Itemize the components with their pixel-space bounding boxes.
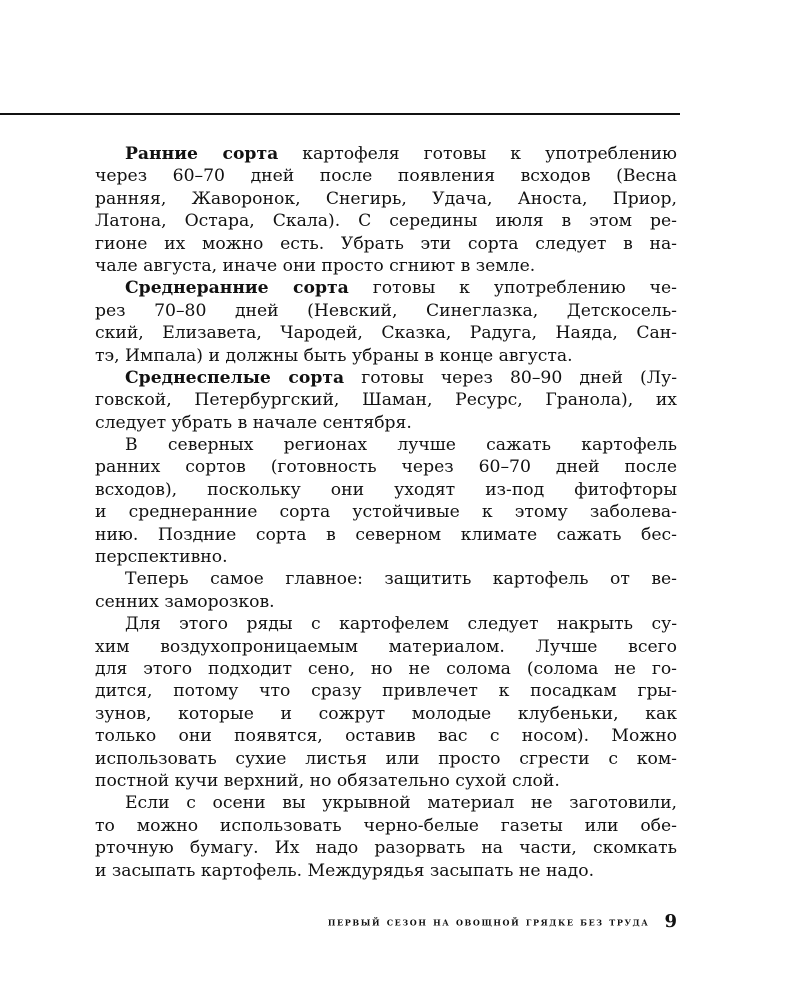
text-line — [95, 546, 677, 568]
text-line — [95, 636, 677, 658]
text-line — [95, 143, 677, 165]
line-text: готовы через 80–90 дней (Лу- — [344, 367, 677, 388]
text-line — [95, 322, 677, 344]
line-text: зунов, которые и сожрут молодые клубеньки, как — [95, 703, 677, 724]
text-line — [95, 456, 677, 478]
text-line — [95, 367, 677, 389]
bold-term: Среднеспелые сорта — [125, 367, 345, 388]
running-title: первый сезон на овощной грядке без труда — [327, 914, 650, 929]
text-line — [95, 210, 677, 232]
text-line — [95, 770, 677, 792]
text-line — [95, 479, 677, 501]
line-text: Для этого ряды с картофелем следует накрыть су- — [125, 614, 677, 635]
text-line — [95, 300, 677, 322]
text-line — [95, 568, 677, 590]
line-text: дится, потому что сразу привлечет к посадкам гры- — [95, 681, 677, 702]
text-line — [95, 524, 677, 546]
top-rule — [0, 113, 680, 115]
line-text: то можно использовать черно-белые газеты или обе- — [95, 815, 677, 836]
text-line — [95, 748, 677, 770]
text-line — [95, 188, 677, 210]
line-text: картофеля готовы к употреблению — [278, 144, 677, 164]
line-text: через 60–70 дней после появления всходов (Весна — [95, 166, 677, 187]
line-text: и среднеранние сорта устойчивые к этому заболева- — [95, 502, 677, 523]
text-line — [95, 837, 677, 859]
line-text: для этого подходит сено, но не солома (солома не го- — [95, 658, 677, 679]
line-text: перспективно. — [95, 547, 228, 568]
line-text: Теперь самое главное: защитить картофель от ве- — [125, 569, 677, 590]
text-line — [95, 412, 677, 434]
text-line — [95, 165, 677, 187]
text-line — [95, 591, 677, 613]
line-text: только они появятся, оставив вас с носом). Можно — [95, 726, 677, 747]
text-line — [95, 815, 677, 837]
bold-term: Ранние сорта — [125, 144, 279, 164]
text-line — [95, 345, 677, 367]
page-footer — [0, 911, 677, 932]
text-line — [95, 792, 677, 814]
line-text: Если с осени вы укрывной материал не заготовили, — [125, 793, 677, 814]
text-line — [95, 389, 677, 411]
line-text: использовать сухие листья или просто сгрести с ком- — [95, 748, 677, 769]
line-text: всходов), поскольку они уходят из-под фитофторы — [95, 479, 677, 500]
bold-term: Среднеранние сорта — [125, 278, 349, 299]
line-text: говской, Петербургский, Шаман, Ресурс, Гранола), их — [95, 390, 677, 411]
line-text: гионе их можно есть. Убрать эти сорта следует в на- — [95, 233, 677, 254]
text-line — [95, 725, 677, 747]
text-line — [95, 277, 677, 299]
text-line — [95, 860, 677, 882]
line-text: рез 70–80 дней (Невский, Синеглазка, Детскосель- — [95, 300, 677, 321]
text-line — [95, 501, 677, 523]
line-text: следует убрать в начале сентября. — [95, 412, 412, 433]
line-text: и засыпать картофель. Междурядья засыпать не надо. — [95, 860, 595, 881]
text-line — [95, 255, 677, 277]
page-number: 9 — [664, 911, 677, 932]
line-text: ранняя, Жаворонок, Снегирь, Удача, Аноста, Приор, — [95, 188, 677, 209]
text-line — [95, 703, 677, 725]
line-text: готовы к употреблению че- — [348, 278, 677, 299]
text-line — [95, 680, 677, 702]
text-line — [95, 658, 677, 680]
text-line — [95, 613, 677, 635]
line-text: тэ, Импала) и должны быть убраны в конце августа. — [95, 345, 573, 366]
line-text: постной кучи верхний, но обязательно сухой слой. — [95, 770, 560, 791]
line-text: чале августа, иначе они просто сгниют в земле. — [95, 255, 536, 276]
line-text: Латона, Остара, Скала). С середины июля в этом ре- — [95, 211, 677, 232]
line-text: хим воздухопроницаемым материалом. Лучше всего — [95, 636, 677, 657]
line-text: ранних сортов (готовность через 60–70 дней после — [95, 457, 677, 478]
line-text: В северных регионах лучше сажать картофель — [125, 435, 677, 456]
line-text: рточную бумагу. Их надо разорвать на части, скомкать — [95, 838, 677, 859]
body-text — [95, 143, 677, 882]
text-line — [95, 434, 677, 456]
line-text: нию. Поздние сорта в северном климате сажать бес- — [95, 524, 677, 545]
line-text: ский, Елизавета, Чародей, Сказка, Радуга, Наяда, Сан- — [95, 323, 677, 344]
text-line — [95, 233, 677, 255]
line-text: сенних заморозков. — [95, 591, 275, 612]
